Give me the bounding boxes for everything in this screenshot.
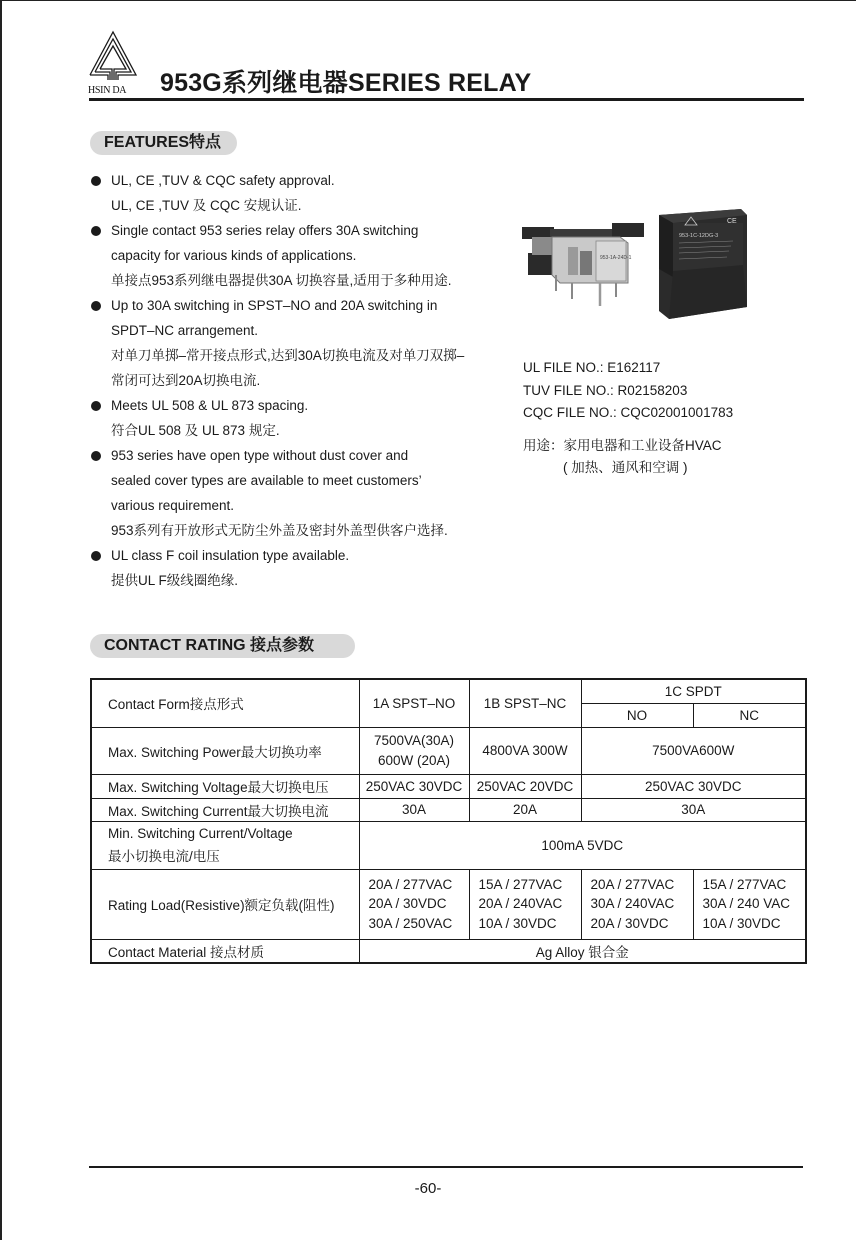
usage-note [523, 435, 722, 479]
relay-open-type-photo [520, 213, 648, 308]
max-voltage-label: Max. Switching Voltage最大切换电压 [91, 774, 359, 798]
bullet-icon [91, 301, 101, 311]
feature-line: UL class F coil insulation type available. [111, 548, 350, 563]
page-number: -60- [414, 1180, 442, 1197]
page-border-top [0, 0, 856, 1]
feature-line: UL, CE ,TUV & CQC safety approval. [111, 173, 335, 188]
page-border-left [0, 0, 2, 1240]
feature-line: 953系列有开放形式无防尘外盖及密封外盖型供客户选择. [111, 523, 448, 538]
max-current-label: Max. Switching Current最大切换电流 [91, 798, 359, 821]
contact-material-value: Ag Alloy 银合金 [359, 939, 806, 963]
feature-item [90, 395, 510, 445]
max-power-1a: 7500VA(30A) 600W (20A) [359, 727, 469, 774]
usage-line: ( 加热、通风和空调 ) [563, 460, 688, 475]
feature-line: 对单刀单掷–常开接点形式,达到30A切换电流及对单刀双掷– [111, 348, 465, 363]
max-voltage-1b: 250VAC 20VDC [469, 774, 581, 798]
max-voltage-1a: 250VAC 30VDC [359, 774, 469, 798]
rating-load-1c-no: 20A / 277VAC 30A / 240VAC 20A / 30VDC [581, 869, 693, 939]
table-row [91, 774, 806, 798]
header-divider [89, 98, 804, 101]
svg-text:953-1C-12DG-3: 953-1C-12DG-3 [679, 233, 719, 239]
header-1c-no: NO [581, 703, 693, 727]
usage-line: 用途：家用电器和工业设备HVAC [523, 438, 722, 453]
tuv-file-number: TUV FILE NO.: R02158203 [523, 382, 688, 398]
feature-line: Single contact 953 series relay offers 30A switching [111, 223, 419, 238]
bullet-icon [91, 401, 101, 411]
header-1c: 1C SPDT [581, 679, 806, 703]
table-row [91, 821, 806, 869]
svg-text:953-1A-24D-1: 953-1A-24D-1 [600, 255, 632, 261]
feature-item [90, 295, 510, 395]
cqc-file-number: CQC FILE NO.: CQC02001001783 [523, 405, 734, 420]
bullet-icon [91, 451, 101, 461]
bullet-icon [91, 176, 101, 186]
header-1b: 1B SPST–NC [469, 679, 581, 727]
contact-form-label: Contact Form接点形式 [91, 679, 359, 727]
rating-load-1b: 15A / 277VAC 20A / 240VAC 10A / 30VDC [469, 869, 581, 939]
features-heading: FEATURES特点 [90, 131, 237, 155]
max-current-1a: 30A [359, 798, 469, 821]
bullet-icon [91, 226, 101, 236]
feature-item [90, 220, 510, 295]
feature-line: Up to 30A switching in SPST–NO and 20A switching in [111, 298, 438, 313]
contact-material-label: Contact Material 接点材质 [91, 939, 359, 963]
table-row [91, 798, 806, 821]
feature-item [90, 545, 510, 595]
max-power-1b: 4800VA 300W [469, 727, 581, 774]
logo-text: HSIN DA [88, 85, 127, 96]
max-current-1c: 30A [581, 798, 806, 821]
rating-load-1c-nc: 15A / 277VAC 30A / 240 VAC 10A / 30VDC [693, 869, 806, 939]
feature-line: UL, CE ,TUV 及 CQC 安规认证. [111, 198, 302, 213]
certification-file-numbers [523, 357, 733, 425]
feature-line: 提供UL F级线圈绝缘. [111, 573, 239, 588]
svg-text:CE: CE [727, 218, 737, 225]
contact-rating-table [90, 678, 807, 964]
header-1a: 1A SPST–NO [359, 679, 469, 727]
footer-divider [89, 1166, 803, 1168]
relay-sealed-type-photo [655, 207, 750, 322]
table-row [91, 679, 806, 703]
table-row [91, 869, 806, 939]
features-list [90, 170, 510, 595]
ul-file-number: UL FILE NO.: E162117 [523, 360, 661, 375]
feature-line: Meets UL 508 & UL 873 spacing. [111, 398, 309, 413]
min-current-label: Min. Switching Current/Voltage 最小切换电流/电压 [91, 821, 359, 869]
feature-item [90, 445, 510, 545]
contact-rating-heading: CONTACT RATING 接点参数 [90, 634, 355, 658]
hsin-da-logo [88, 30, 138, 96]
bullet-icon [91, 551, 101, 561]
feature-line: 单接点953系列继电器提供30A 切换容量,适用于多种用途. [111, 273, 452, 288]
feature-line: capacity for various kinds of applications. [111, 248, 357, 263]
rating-load-label: Rating Load(Resistive)额定负载(阻性) [91, 869, 359, 939]
max-power-1c: 7500VA600W [581, 727, 806, 774]
max-current-1b: 20A [469, 798, 581, 821]
max-voltage-1c: 250VAC 30VDC [581, 774, 806, 798]
table-row [91, 939, 806, 963]
feature-line: SPDT–NC arrangement. [111, 323, 259, 338]
header-1c-nc: NC [693, 703, 806, 727]
table-row [91, 727, 806, 774]
min-current-value: 100mA 5VDC [359, 821, 806, 869]
feature-line: 符合UL 508 及 UL 873 规定. [111, 423, 280, 438]
rating-load-1a: 20A / 277VAC 20A / 30VDC 30A / 250VAC [359, 869, 469, 939]
feature-line: sealed cover types are available to meet customers’ [111, 473, 422, 488]
feature-line: 953 series have open type without dust cover and [111, 448, 409, 463]
feature-line: various requirement. [111, 498, 235, 513]
feature-item [90, 170, 510, 220]
triangle-logo-icon [88, 30, 138, 82]
page-title: 953G系列继电器SERIES RELAY [160, 69, 532, 97]
feature-line: 常闭可达到20A切换电流. [111, 373, 261, 388]
max-power-label: Max. Switching Power最大切换功率 [91, 727, 359, 774]
